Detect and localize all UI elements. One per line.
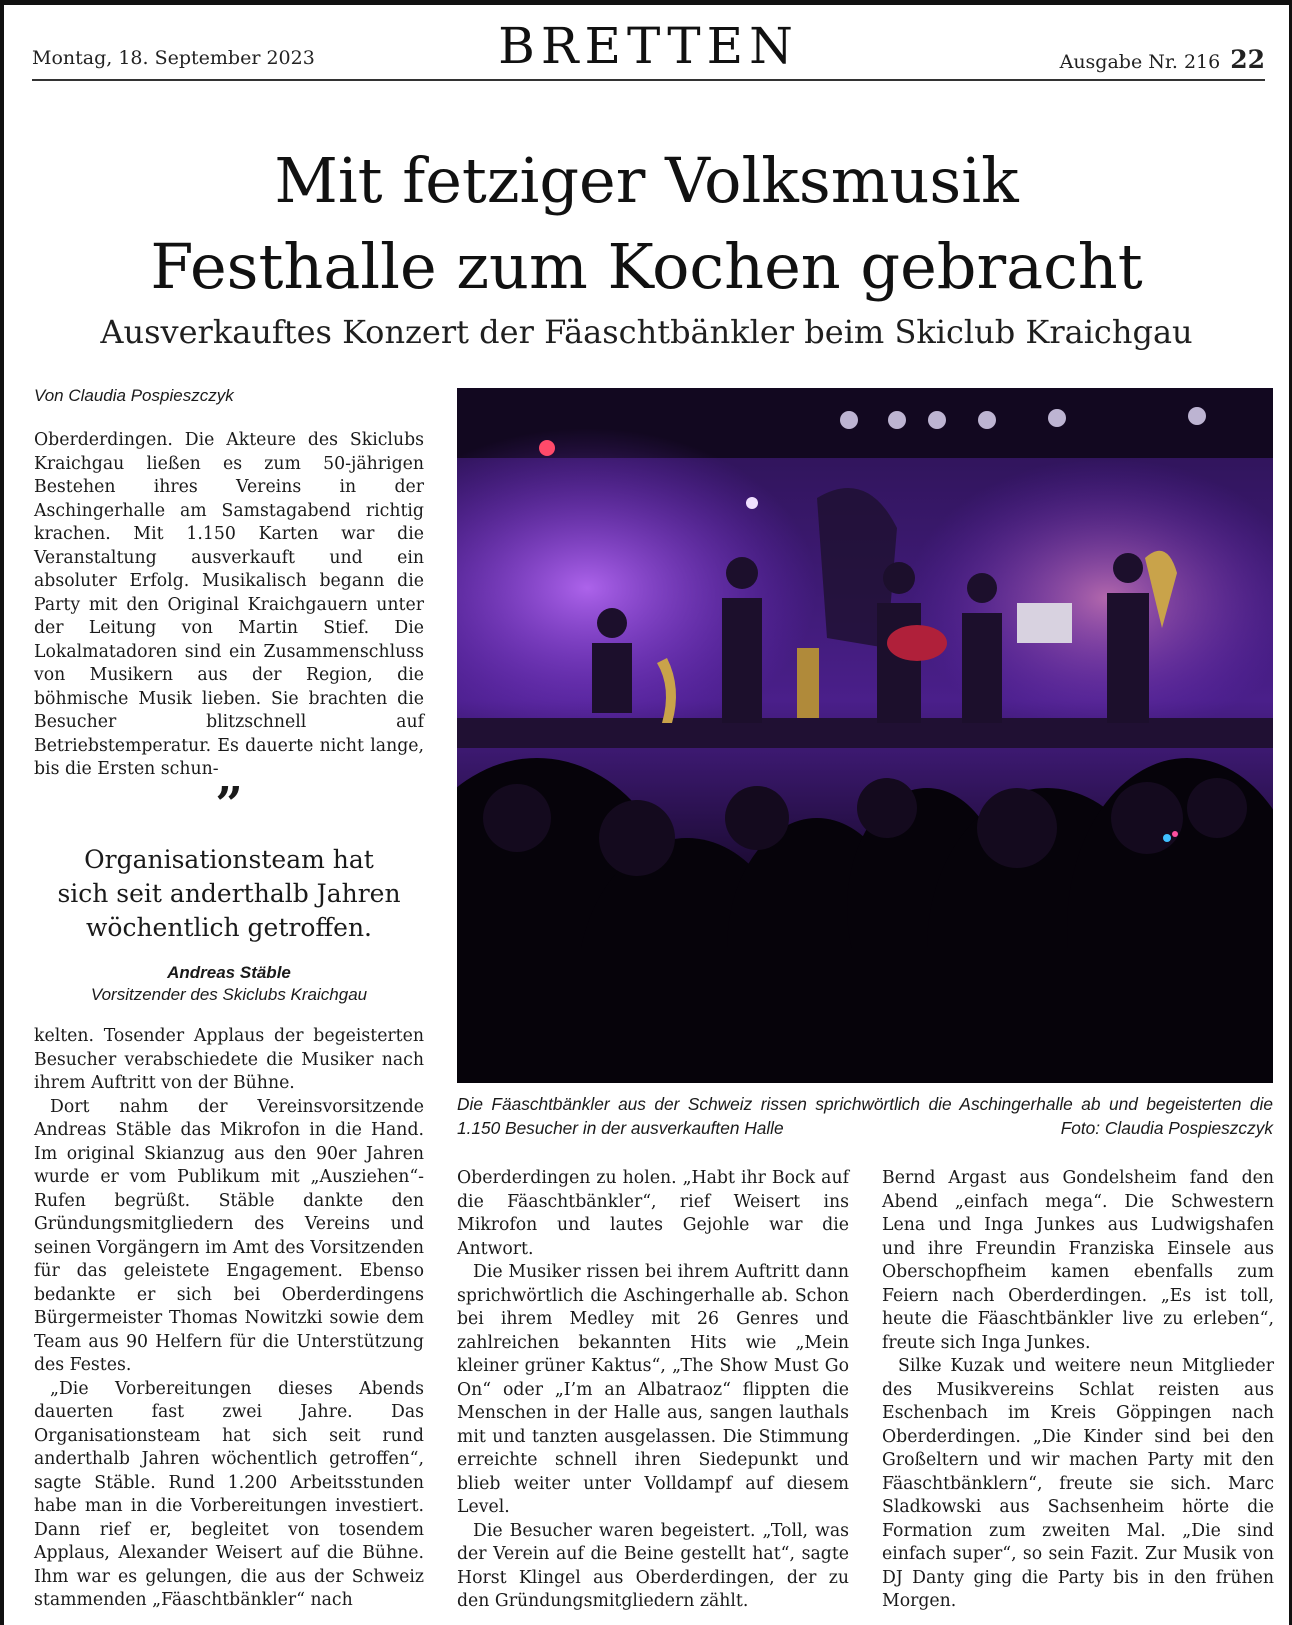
- quote-line: wöchentlich getroffen.: [86, 913, 372, 942]
- column-1-bottom: [34, 1025, 424, 1613]
- concert-photo-image: [457, 388, 1273, 1083]
- pull-quote: [34, 777, 424, 1005]
- paragraph: Bernd Argast aus Gondelsheim fand den Abend „einfach mega“. Die Schwestern Lena und Inga Junkes aus Ludwigshafen und ihre Freundin Franziska Einsele aus Oberschopfheim kamen ebenfalls zum Feiern nach Oberderdingen. „Es ist toll, heute die Fäaschtbänkler live zu erleben“, freute sich Inga Junkes.: [882, 1168, 1274, 1353]
- paragraph: Die Besucher waren begeistert. „Toll, was der Verein auf die Beine gestellt hat“, sagte Horst Klingel aus Oberderdingen, der zu den Gründungsmitgliedern zählt.: [457, 1520, 849, 1611]
- issue-date: Montag, 18. September 2023: [32, 47, 315, 69]
- paragraph: Dort nahm der Vereinsvorsitzende Andreas Stäble das Mikrofon in die Hand. Im original Skianzug aus den 90er Jahren wurde er vom Publikum mit „Ausziehen“-Rufen begrüßt. Stäble dankte den Gründungsmitgliedern des Vereins und seinen Vorgängern im Amt des Vorsitzenden für das geleistete Engagement. Ebenso bedankte er sich bei Oberderdingens Bürgermeister Thomas Nowitzki sowie dem Team aus 90 Helfern für die Unterstützung des Festes.: [34, 1096, 424, 1375]
- column-1-top: [34, 429, 424, 782]
- headline-line-1: Mit fetziger Volksmusik: [274, 144, 1019, 217]
- issue-info: [1060, 45, 1265, 74]
- lead-paragraph: Oberderdingen. Die Akteure des Skiclubs Kraichgau ließen es zum 50-jährigen Bestehen ihres Vereins in der Aschingerhalle am Samstagabend richtig krachen. Mit 1.150 Karten war die Veranstaltung ausverkauft und ein absoluter Erfolg. Musikalisch begann die Party mit den Original Kraichgauern unter der Leitung von Martin Stief. Die Lokalmatadoren sind ein Zusammenschluss von Musikern aus der Region, die böhmische Musik lieben. Sie brachten die Besucher blitzschnell auf Betriebstemperatur. Es dauerte nicht lange, bis die Ersten schun-: [34, 430, 424, 779]
- column-3: [882, 1167, 1274, 1614]
- caption-text: Die Fäaschtbänkler aus der Schweiz rissen sprichwörtlich die Aschingerhalle ab und begeisterten die 1.150 Besucher in der ausverkauften Halle: [457, 1094, 1273, 1138]
- quote-line: sich seit anderthalb Jahren: [57, 879, 401, 908]
- column-2: [457, 1167, 849, 1614]
- section-title: BRETTEN: [498, 17, 799, 75]
- paragraph: Oberderdingen zu holen. „Habt ihr Bock auf die Fäaschtbänkler“, rief Weisert ins Mikrofon und lautes Gejohle war die Antwort.: [457, 1168, 849, 1259]
- headline-line-2: Festhalle zum Kochen gebracht: [150, 230, 1143, 303]
- page-number: 22: [1230, 45, 1265, 74]
- photo-caption: [457, 1092, 1273, 1140]
- quote-author-role: Vorsitzender des Skiclubs Kraichgau: [90, 985, 368, 1004]
- quote-mark-icon: ”: [215, 777, 243, 833]
- issue-number: Ausgabe Nr. 216: [1059, 51, 1221, 73]
- paragraph: Silke Kuzak und weitere neun Mitglieder des Musikvereins Schlat reisten aus Eschenbach im Kreis Göppingen nach Oberderdingen. „Die Kinder sind bei den Großeltern und wir machen Party mit den Fäaschtbänklern“, freute sie sich. Marc Sladkowski aus Sachsenheim hörte die Formation zum zweiten Mal. „Die sind einfach super“, so sein Fazit. Zur Musik von DJ Danty ging die Party bis in den frühen Morgen.: [882, 1356, 1274, 1611]
- article-subheadline: Ausverkauftes Konzert der Fäaschtbänkler beim Skiclub Kraichgau: [100, 313, 1193, 351]
- quote-line: Organisationsteam hat: [84, 845, 374, 874]
- concert-photo: [457, 388, 1273, 1083]
- quote-text: [34, 843, 424, 945]
- byline: Von Claudia Pospieszczyk: [34, 386, 234, 405]
- masthead: [32, 15, 1265, 81]
- article-headline: [4, 138, 1289, 310]
- photo-credit: Foto: Claudia Pospieszczyk: [1060, 1118, 1273, 1138]
- paragraph: Die Musiker rissen bei ihrem Auftritt dann sprichwörtlich die Aschingerhalle ab. Schon bei ihrem Medley mit 26 Genres und zahlreichen bekannten Hits wie „Mein kleiner grüner Kaktus“, „The Show Must Go On“ oder „I’m an Albatraoz“ flippten die Menschen in der Halle aus, sangen lauthals mit und tanzten ausgelassen. Die Stimmung erreichte schnell ihren Siedepunkt und blieb weiter unter Volldampf auf diesem Level.: [457, 1262, 849, 1517]
- paragraph: „Die Vorbereitungen dieses Abends dauerten fast zwei Jahre. Das Organisationsteam hat sich seit rund anderthalb Jahren wöchentlich getroffen“, sagte Stäble. Rund 1.200 Arbeitsstunden habe man in die Vorbereitungen investiert. Dann rief er, begleitet von tosendem Applaus, Alexander Weisert auf die Bühne. Ihm war es gelungen, die aus der Schweiz stammenden „Fäaschtbänkler“ nach: [34, 1378, 424, 1610]
- quote-author: Andreas Stäble: [167, 963, 291, 982]
- paragraph: kelten. Tosender Applaus der begeisterten Besucher verabschiedete die Musiker nach ihrem Auftritt von der Bühne.: [34, 1026, 424, 1093]
